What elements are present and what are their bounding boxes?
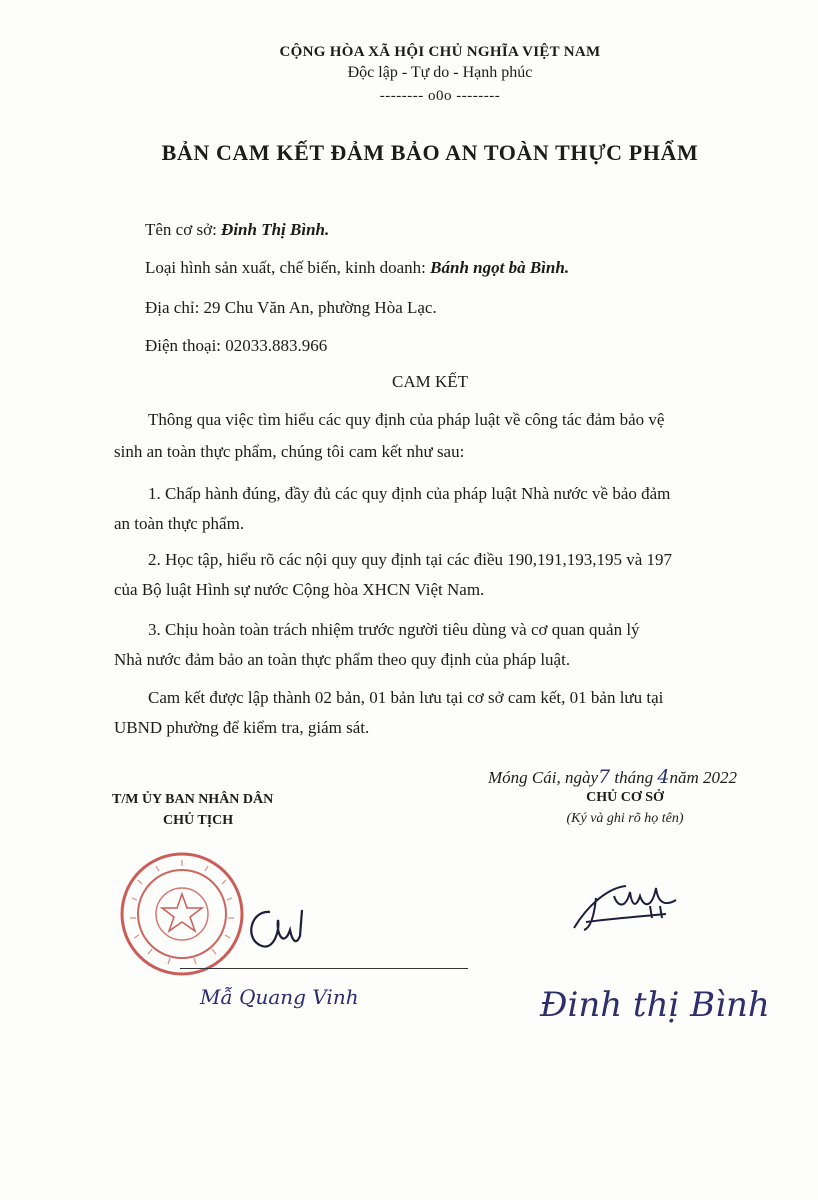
item3-line-2: Nhà nước đảm bảo an toàn thực phẩm theo quy định của pháp luật. (114, 650, 571, 669)
commit-heading: CAM KẾT (391, 372, 469, 391)
date-month: 4 (657, 766, 670, 788)
official-seal-stamp (118, 850, 246, 978)
intro-line-2: sinh an toàn thực phẩm, chúng tôi cam kết như sau: (114, 442, 465, 461)
item2-line-2: của Bộ luật Hình sự nước Cộng hòa XHCN Việt Nam. (114, 580, 485, 599)
chairman-signature-line (180, 968, 468, 969)
facility-name-value: Đinh Thị Bình. (221, 220, 330, 239)
owner-handwritten-name: Đinh thị Bình (540, 985, 770, 1025)
chairman-signature (240, 900, 320, 960)
business-type-value: Bánh ngọt bà Bình. (430, 258, 570, 277)
date-year: năm 2022 (669, 768, 737, 787)
address-line: Địa chỉ: 29 Chu Văn An, phường Hòa Lạc. (145, 298, 437, 317)
business-type-line (145, 258, 569, 278)
owner-signature (566, 878, 696, 938)
item1-line-1: 1. Chấp hành đúng, đầy đủ các quy định của pháp luật Nhà nước về bảo đảm (148, 484, 671, 503)
document-title: BẢN CAM KẾT ĐẢM BẢO AN TOÀN THỰC PHẨM (161, 140, 699, 165)
date-prefix: Móng Cái, ngày (488, 768, 599, 787)
intro-line-1: Thông qua việc tìm hiểu các quy định của pháp luật về công tác đảm bảo vệ (148, 410, 665, 429)
facility-name-label: Tên cơ sở: (145, 220, 222, 239)
phone-line: Điện thoại: 02033.883.966 (145, 336, 328, 355)
closing-line-1: Cam kết được lập thành 02 bản, 01 bản lưu tại cơ sở cam kết, 01 bản lưu tại (148, 688, 664, 707)
motto: Độc lập - Tự do - Hạnh phúc (347, 64, 533, 81)
committee-title: T/M ỦY BAN NHÂN DÂN (112, 792, 274, 807)
date-line (488, 766, 737, 788)
header-divider: -------- o0o -------- (379, 88, 501, 104)
closing-line-2: UBND phường để kiểm tra, giám sát. (114, 718, 370, 737)
chairman-title: CHỦ TỊCH (163, 813, 234, 828)
date-day: 7 (598, 766, 611, 788)
facility-name-line (145, 220, 329, 240)
item3-line-1: 3. Chịu hoàn toàn trách nhiệm trước người tiêu dùng và cơ quan quản lý (148, 620, 640, 639)
owner-sign-note: (Ký và ghi rõ họ tên) (566, 811, 684, 826)
chairman-signed-name: Mẫ Quang Vinh (200, 985, 359, 1009)
date-month-label: tháng (610, 768, 658, 787)
item2-line-1: 2. Học tập, hiểu rõ các nội quy quy định tại các điều 190,191,193,195 và 197 (148, 550, 673, 569)
owner-title: CHỦ CƠ SỞ (586, 790, 664, 805)
nation-header: CỘNG HÒA XÃ HỘI CHỦ NGHĨA VIỆT NAM (279, 44, 601, 60)
business-type-label: Loại hình sản xuất, chế biến, kinh doanh: (145, 258, 431, 277)
item1-line-2: an toàn thực phẩm. (114, 514, 245, 533)
